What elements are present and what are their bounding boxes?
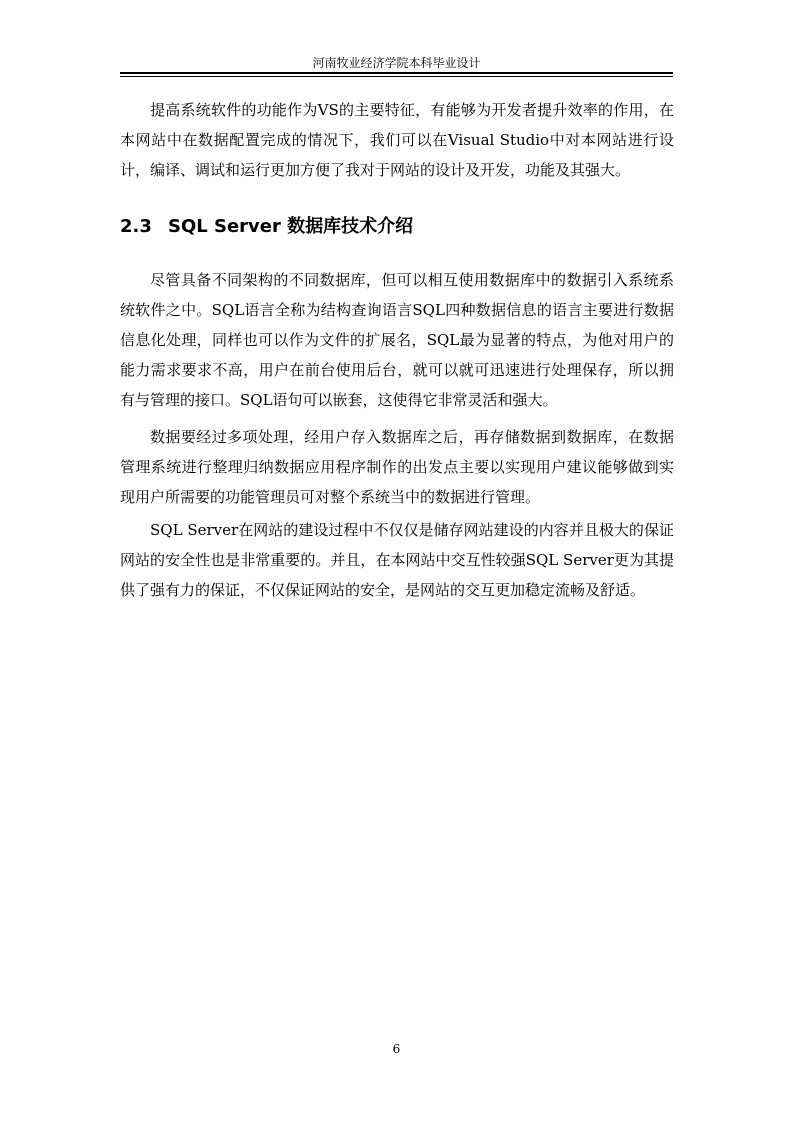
header-rule-thick [120, 72, 673, 74]
section-heading [120, 212, 674, 242]
page-number: 6 [392, 1042, 401, 1056]
body-paragraph-3: SQL Server在网站的建设过程中不仅仅是储存网站建设的内容并且极大的保证网站的安全性也是非常重要的。并且，在本网站中交互性较强SQL Server更为其提供了强有力的保证，不仅保证网站的安全，是网站的交互更加稳定流畅及舒适。 [120, 521, 674, 599]
section-number: 2.3 [120, 216, 152, 237]
intro-paragraph: 提高系统软件的功能作为VS的主要特征，有能够为开发者提升效率的作用，在本网站中在数据配置完成的情况下，我们可以在Visual Studio中对本网站进行设计，编译、调试和运行更加方便了我对于网站的设计及开发，功能及其强大。 [120, 101, 674, 179]
body-paragraph-2: 数据要经过多项处理，经用户存入数据库之后，再存储数据到数据库，在数据管理系统进行整理归纳数据应用程序制作的出发点主要以实现用户建议能够做到实现用户所需要的功能管理员可对整个系统当中的数据进行管理。 [120, 428, 674, 506]
section-title: SQL Server 数据库技术介绍 [168, 216, 414, 237]
body-paragraph-1: 尽管具备不同架构的不同数据库，但可以相互使用数据库中的数据引入系统系统软件之中。SQL语言全称为结构查询语言SQL四种数据信息的语言主要进行数据信息化处理，同样也可以作为文件的扩展名，SQL最为显著的特点，为他对用户的能力需求要求不高，用户在前台使用后台，就可以就可迅速进行处理保存，所以拥有与管理的接口。SQL语句可以嵌套，这使得它非常灵活和强大。 [120, 271, 674, 409]
page-header: 河南牧业经济学院本科毕业设计 [312, 56, 481, 70]
header-rule-thin [120, 76, 673, 77]
